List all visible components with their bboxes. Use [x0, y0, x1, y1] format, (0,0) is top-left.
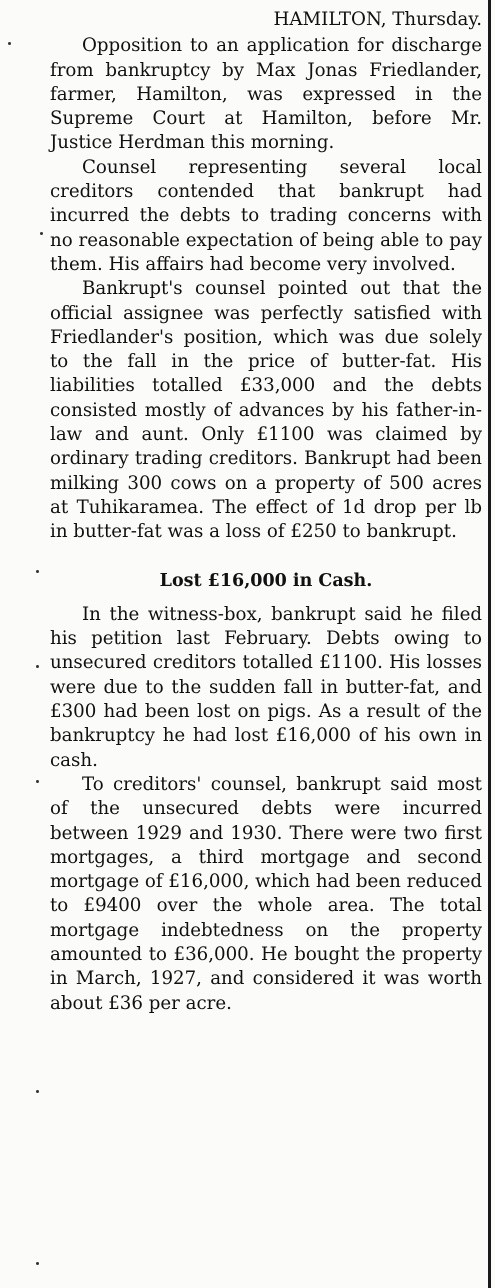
paragraph-mortgages: To creditors' counsel, bankrupt said most of the unsecured debts were incurred between 1929 and 1930. There were two first mortgages, a third mortgage and second mortgage of £16,000, which had been reduced to £9400 over the whole area. The total mortgage indebtedness on the property amounted to £36,000. He bought the property in March, 1927, and considered it was worth about £36 per acre.	[50, 773, 482, 1014]
print-speck	[36, 665, 39, 668]
print-speck	[8, 42, 11, 45]
print-speck	[36, 570, 39, 573]
print-speck	[36, 1262, 39, 1265]
paragraph-creditors: Counsel representing several local creditors contended that bankrupt had incurred the debts to trading concerns with no reasonable expectation of being able to pay them. His affairs had become very involved.	[50, 156, 482, 275]
paragraph-counsel: Bankrupt's counsel pointed out that the official assignee was perfectly satisfied with Friedlander's position, which was due solely to the fall in the price of butter-fat. His liabilities totalled £33,000 and the debts consisted mostly of advances by his father-in-law and aunt. Only £1100 was claimed by ordinary trading creditors. Bankrupt had been milking 300 cows on a property of 500 acres at Tuhikaramea. The effect of 1d drop per lb in butter-fat was a loss of £250 to bankrupt.	[50, 278, 482, 543]
paragraph-witness-box: In the witness-box, bankrupt said he filed his petition last February. Debts owing to unsecured creditors totalled £1100. His losses were due to the sudden fall in butter-fat, and £300 had been lost on pigs. As a result of the bankruptcy he had lost £16,000 of his own in cash.	[50, 603, 482, 771]
column-rule	[488, 0, 491, 1288]
paragraph-opposition: Opposition to an application for discharge from bankruptcy by Max Jonas Friedlander, farmer, Hamilton, was expressed in the Supreme Court at Hamilton, before Mr. Justice Herdman this morning.	[50, 35, 482, 154]
print-speck	[36, 780, 39, 783]
print-speck	[40, 232, 43, 235]
subheading: Lost £16,000 in Cash.	[159, 570, 373, 591]
print-speck	[36, 1090, 39, 1093]
article-column	[50, 8, 482, 1016]
dateline: HAMILTON, Thursday.	[273, 9, 482, 30]
